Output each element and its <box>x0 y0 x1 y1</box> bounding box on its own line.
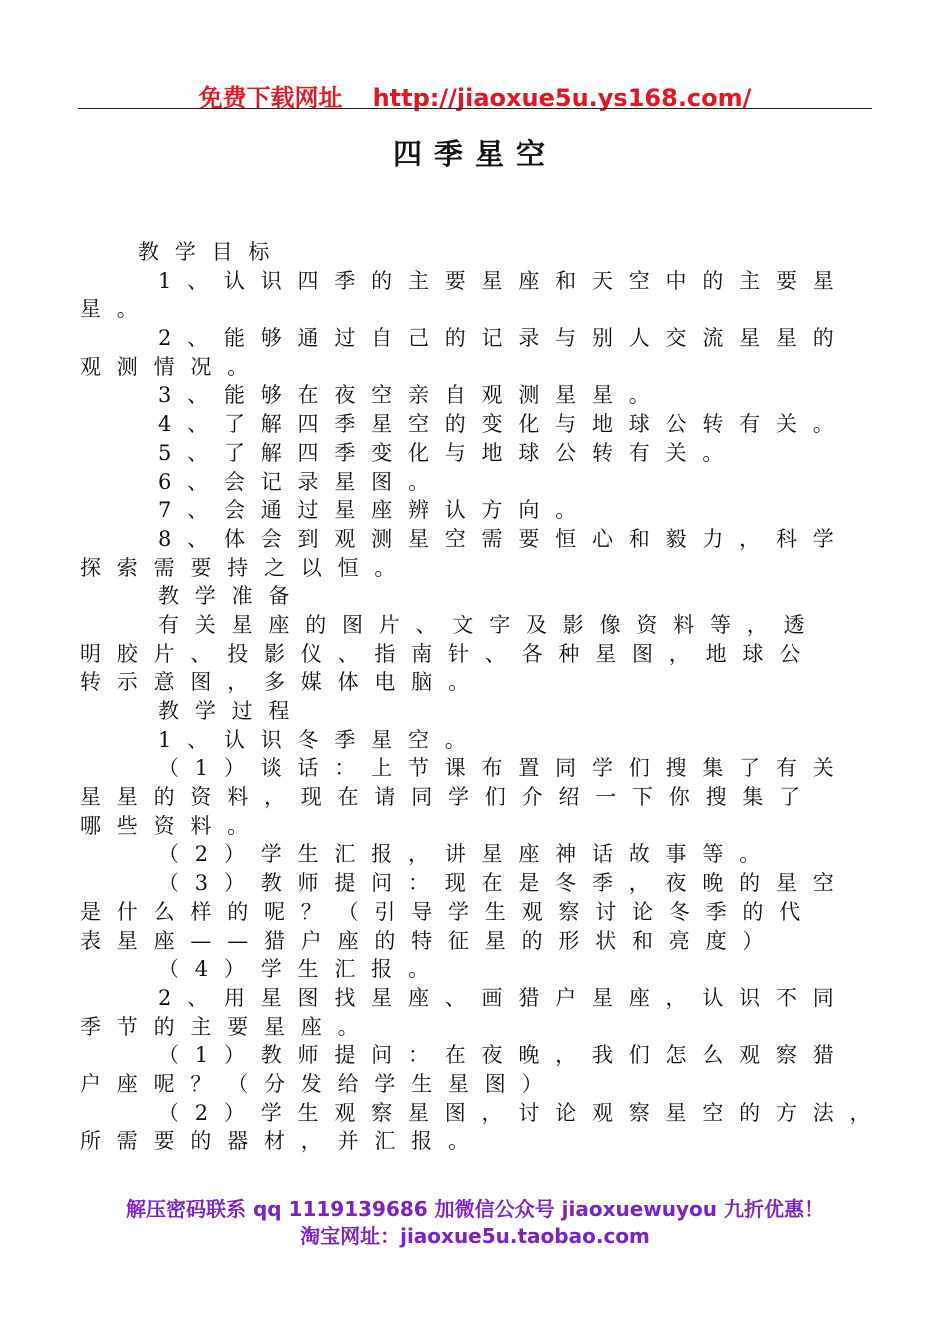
paragraph-line: 6、会记录星图。 <box>158 469 445 494</box>
paragraph-line: 表星座——猎户座的特征星的形状和亮度） <box>80 928 780 953</box>
paragraph-line: 4、了解四季星空的变化与地球公转有关。 <box>158 412 850 437</box>
paragraph-line: 探索需要持之以恒。 <box>80 555 412 580</box>
paragraph-line: 有关星座的图片、文字及影像资料等，透 <box>158 612 821 637</box>
paragraph-line: 1、认识冬季星空。 <box>158 727 482 752</box>
paragraph-line: （2）学生汇报，讲星座神话故事等。 <box>158 842 776 867</box>
paragraph-line: 户座呢？（分发给学生星图） <box>80 1071 559 1096</box>
paragraph-line: 季节的主要星座。 <box>80 1014 375 1039</box>
paragraph-line: 3、能够在夜空亲自观测星星。 <box>158 383 666 408</box>
paragraph-line: 转示意图，多媒体电脑。 <box>80 670 485 695</box>
document-body <box>80 238 910 1156</box>
section-heading-preparation: 教学准备 <box>158 584 306 609</box>
paragraph-line: 2、能够通过自己的记录与别人交流星星的 <box>158 326 850 351</box>
download-label: 免费下载网址 <box>198 84 343 112</box>
promo-line-shop-link[interactable]: 淘宝网址：jiaoxue5u.taobao.com <box>300 1224 650 1248</box>
paragraph-line: 是什么样的呢？（引导学生观察讨论冬季的代 <box>80 899 816 924</box>
section-heading-process: 教学过程 <box>158 699 306 723</box>
paragraph-line: （1）谈话：上节课布置同学们搜集了有关 <box>158 756 850 781</box>
paragraph-line: 5、了解四季变化与地球公转有关。 <box>158 440 740 465</box>
paragraph-line: 1、认识四季的主要星座和天空中的主要星 <box>158 268 850 293</box>
paragraph-line: 2、用星图找星座、画猎户星座，认识不同 <box>158 985 850 1010</box>
section-heading-objectives: 教学目标 <box>138 240 286 264</box>
promo-line-contact: 解压密码联系 qq 1119139686 加微信公众号 jiaoxuewuyou 九折优惠！ <box>126 1197 824 1221</box>
download-url-link[interactable]: http://jiaoxue5u.ys168.com/ <box>372 84 752 112</box>
paragraph-line: 星星的资料，现在请同学们介绍一下你搜集了 <box>80 785 816 810</box>
paragraph-line: 7、会通过星座辨认方向。 <box>158 498 592 523</box>
paragraph-line: 所需要的器材，并汇报。 <box>80 1129 485 1154</box>
paragraph-line: （3）教师提问：现在是冬季，夜晚的星空 <box>158 871 850 896</box>
paragraph-line: （1）教师提问：在夜晚，我们怎么观察猎 <box>158 1043 850 1068</box>
paragraph-line: 8、体会到观测星空需要恒心和毅力，科学 <box>158 526 850 551</box>
paragraph-line: 观测情况。 <box>80 354 264 379</box>
header-divider <box>78 108 872 109</box>
paragraph-line: 星。 <box>80 297 154 322</box>
paragraph-line: 明胶片、投影仪、指南针、各种星图，地球公 <box>80 641 816 666</box>
document-title: 四季星空 <box>392 137 557 171</box>
paragraph-line: 哪些资料。 <box>80 813 264 838</box>
promo-footer <box>0 1196 950 1250</box>
paragraph-line: （4）学生汇报。 <box>158 957 445 982</box>
paragraph-line: （2）学生观察星图，讨论观察星空的方法， <box>158 1100 887 1125</box>
